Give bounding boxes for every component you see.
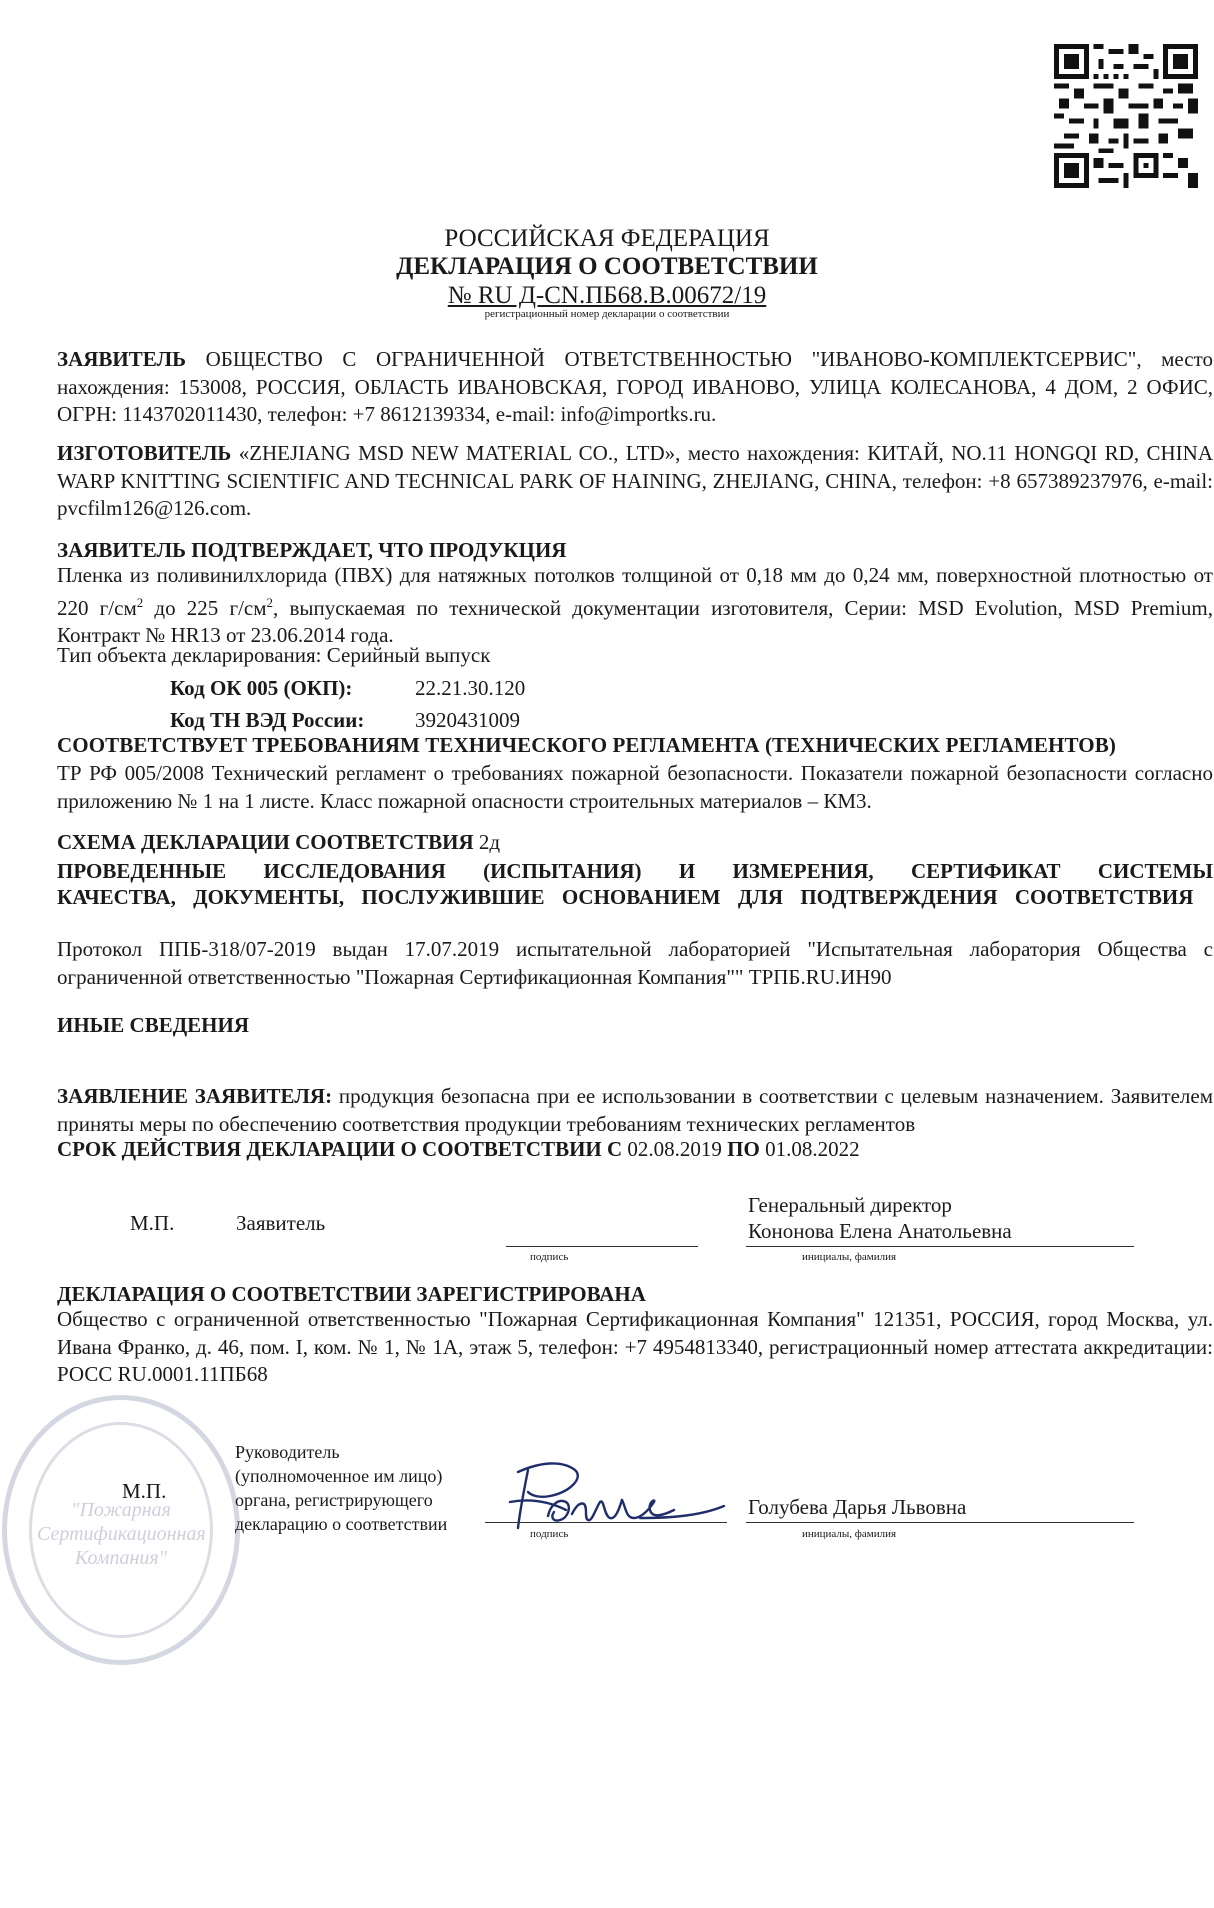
- regulation-heading: СООТВЕТСТВУЕТ ТРЕБОВАНИЯМ ТЕХНИЧЕСКОГО РЕГЛАМЕНТА (ТЕХНИЧЕСКИХ РЕГЛАМЕНТОВ): [57, 733, 1116, 757]
- regulation-text: ТР РФ 005/2008 Технический регламент о требованиях пожарной безопасности. Показатели пожарной безопасности согласно приложению № 1 на 1 листе. Класс пожарной опасности строительных материалов – КМ3.: [57, 761, 1213, 813]
- header-country: РОССИЙСКАЯ ФЕДЕРАЦИЯ: [444, 225, 770, 252]
- body-sign-caption: подпись: [530, 1528, 569, 1540]
- validity-label-to: ПО: [727, 1137, 760, 1161]
- scheme-line: [57, 829, 500, 856]
- body-role-line-2: (уполномоченное им лицо): [235, 1466, 443, 1486]
- statement-block: [57, 1082, 1213, 1138]
- applicant-signature-line: [506, 1246, 698, 1247]
- registered-heading: ДЕКЛАРАЦИЯ О СООТВЕТСТВИИ ЗАРЕГИСТРИРОВАНА: [57, 1282, 646, 1306]
- product-text-3: , выпускаемая по технической документации изготовителя, Серии: MSD Evolution, MSD Premium, Контракт № HR13 от 23.06.2014 года.: [57, 596, 1214, 647]
- body-mp: М.П.: [122, 1479, 167, 1503]
- applicant-name-caption: инициалы, фамилия: [802, 1251, 897, 1263]
- tnved-value: 3920431009: [415, 708, 520, 732]
- body-name-caption: инициалы, фамилия: [802, 1528, 897, 1540]
- applicant-label: ЗАЯВИТЕЛЬ: [57, 347, 187, 371]
- body-signer-name: Голубева Дарья Львовна: [748, 1495, 967, 1519]
- product-text-2: до 225 г/см: [143, 596, 267, 620]
- body-role-line-4: декларацию о соответствии: [235, 1514, 448, 1534]
- applicant-sign-caption: подпись: [530, 1251, 569, 1263]
- applicant-position: Генеральный директор: [748, 1193, 952, 1217]
- body-role: [235, 1440, 447, 1536]
- applicant-name-line: [746, 1246, 1134, 1247]
- stamp-text: "Пожарная Сертификационная Компания": [37, 1499, 206, 1569]
- declaration-number-caption: регистрационный номер декларации о соответствии: [484, 308, 730, 320]
- tnved-label: Код ТН ВЭД России:: [170, 708, 365, 732]
- validity-line: [57, 1136, 860, 1163]
- product-text-1: Пленка из поливинилхлорида (ПВХ) для натяжных потолков толщиной от 0,18 мм до 0,24 мм, поверхностной плотностью от 220 г/см: [57, 563, 1213, 620]
- okp-value: 22.21.30.120: [415, 676, 526, 700]
- scheme-value: 2д: [478, 830, 501, 854]
- other-heading: ИНЫЕ СВЕДЕНИЯ: [57, 1013, 250, 1037]
- object-type: Тип объекта декларирования: Серийный выпуск: [57, 643, 491, 667]
- applicant-sign-role: Заявитель: [236, 1211, 326, 1235]
- handwritten-signature: [480, 1432, 730, 1542]
- organization-stamp: [2, 1395, 240, 1665]
- scheme-label: СХЕМА ДЕКЛАРАЦИИ СООТВЕТСТВИЯ: [57, 830, 474, 854]
- product-description: [57, 562, 1213, 649]
- body-signature-line: [485, 1522, 727, 1523]
- validity-label-from: СРОК ДЕЙСТВИЯ ДЕКЛАРАЦИИ О СООТВЕТСТВИИ С: [57, 1137, 623, 1161]
- manufacturer-label: ИЗГОТОВИТЕЛЬ: [57, 441, 232, 465]
- body-role-line-1: Руководитель: [235, 1442, 340, 1462]
- body-name-line: [746, 1522, 1134, 1523]
- statement-text: продукция безопасна при ее использовании в соответствии с целевым назначением. Заявителем приняты меры по обеспечению соответствия продукции требованиям технических регламентов: [57, 1084, 1213, 1136]
- registered-text: Общество с ограниченной ответственностью "Пожарная Сертификационная Компания" 121351, РОССИЯ, город Москва, ул. Ивана Франко, д. 46, пом. I, ком. № 1, № 1А, этаж 5, телефон: +7 4954813340, регистрационный номер аттестата аккредитации: РОСС RU.0001.11ПБ68: [57, 1307, 1213, 1386]
- statement-label: ЗАЯВЛЕНИЕ ЗАЯВИТЕЛЯ:: [57, 1084, 333, 1108]
- product-heading: ЗАЯВИТЕЛЬ ПОДТВЕРЖДАЕТ, ЧТО ПРОДУКЦИЯ: [57, 538, 567, 562]
- applicant-text: ОБЩЕСТВО С ОГРАНИЧЕННОЙ ОТВЕТСТВЕННОСТЬЮ "ИВАНОВО-КОМПЛЕКТСЕРВИС", место нахождения: 153008, РОССИЯ, ОБЛАСТЬ ИВАНОВСКАЯ, ГОРОД ИВАНОВО, УЛИЦА КОЛЕСАНОВА, 4 ДОМ, 2 ОФИС, ОГРН: 1143702011430, телефон: +7 8612139334, e-mail: info@importks.ru.: [57, 347, 1213, 426]
- body-role-line-3: органа, регистрирующего: [235, 1490, 433, 1510]
- research-heading: ПРОВЕДЕННЫЕ ИССЛЕДОВАНИЯ (ИСПЫТАНИЯ) И ИЗМЕРЕНИЯ, СЕРТИФИКАТ СИСТЕМЫ КАЧЕСТВА, ДОКУМЕНТЫ, ПОСЛУЖИВШИЕ ОСНОВАНИЕМ ДЛЯ ПОДТВЕРЖДЕНИЯ СООТВЕТСТВИЯ: [57, 859, 1213, 909]
- validity-date-to: 01.08.2022: [765, 1137, 860, 1161]
- applicant-mp: М.П.: [130, 1211, 175, 1235]
- manufacturer-block: [57, 440, 1213, 523]
- product-sup-1: 2: [136, 595, 144, 610]
- applicant-block: [57, 346, 1213, 429]
- manufacturer-text: «ZHEJIANG MSD NEW MATERIAL CO., LTD», место нахождения: КИТАЙ, NO.11 HONGQI RD, CHINA WARP KNITTING SCIENTIFIC AND TECHNICAL PARK OF HAINING, ZHEJIANG, CHINA, телефон: +8 657389237976, e-mail: pvcfilm126@126.com.: [57, 441, 1214, 520]
- declaration-number-text: № RU Д-CN.ПБ68.В.00672/19: [447, 282, 767, 309]
- applicant-name: Кононова Елена Анатольевна: [748, 1219, 1012, 1243]
- qr-code: [1054, 44, 1198, 188]
- product-sup-2: 2: [266, 595, 274, 610]
- research-text: Протокол ППБ-318/07-2019 выдан 17.07.2019 испытательной лабораторией "Испытательная лаборатория Общества с ограниченной ответственностью "Пожарная Сертификационная Компания"" ТРПБ.RU.ИН90: [57, 937, 1213, 989]
- document-title: ДЕКЛАРАЦИЯ О СООТВЕТСТВИИ: [396, 253, 818, 280]
- validity-date-from: 02.08.2019: [627, 1137, 722, 1161]
- okp-label: Код ОК 005 (ОКП):: [170, 676, 353, 700]
